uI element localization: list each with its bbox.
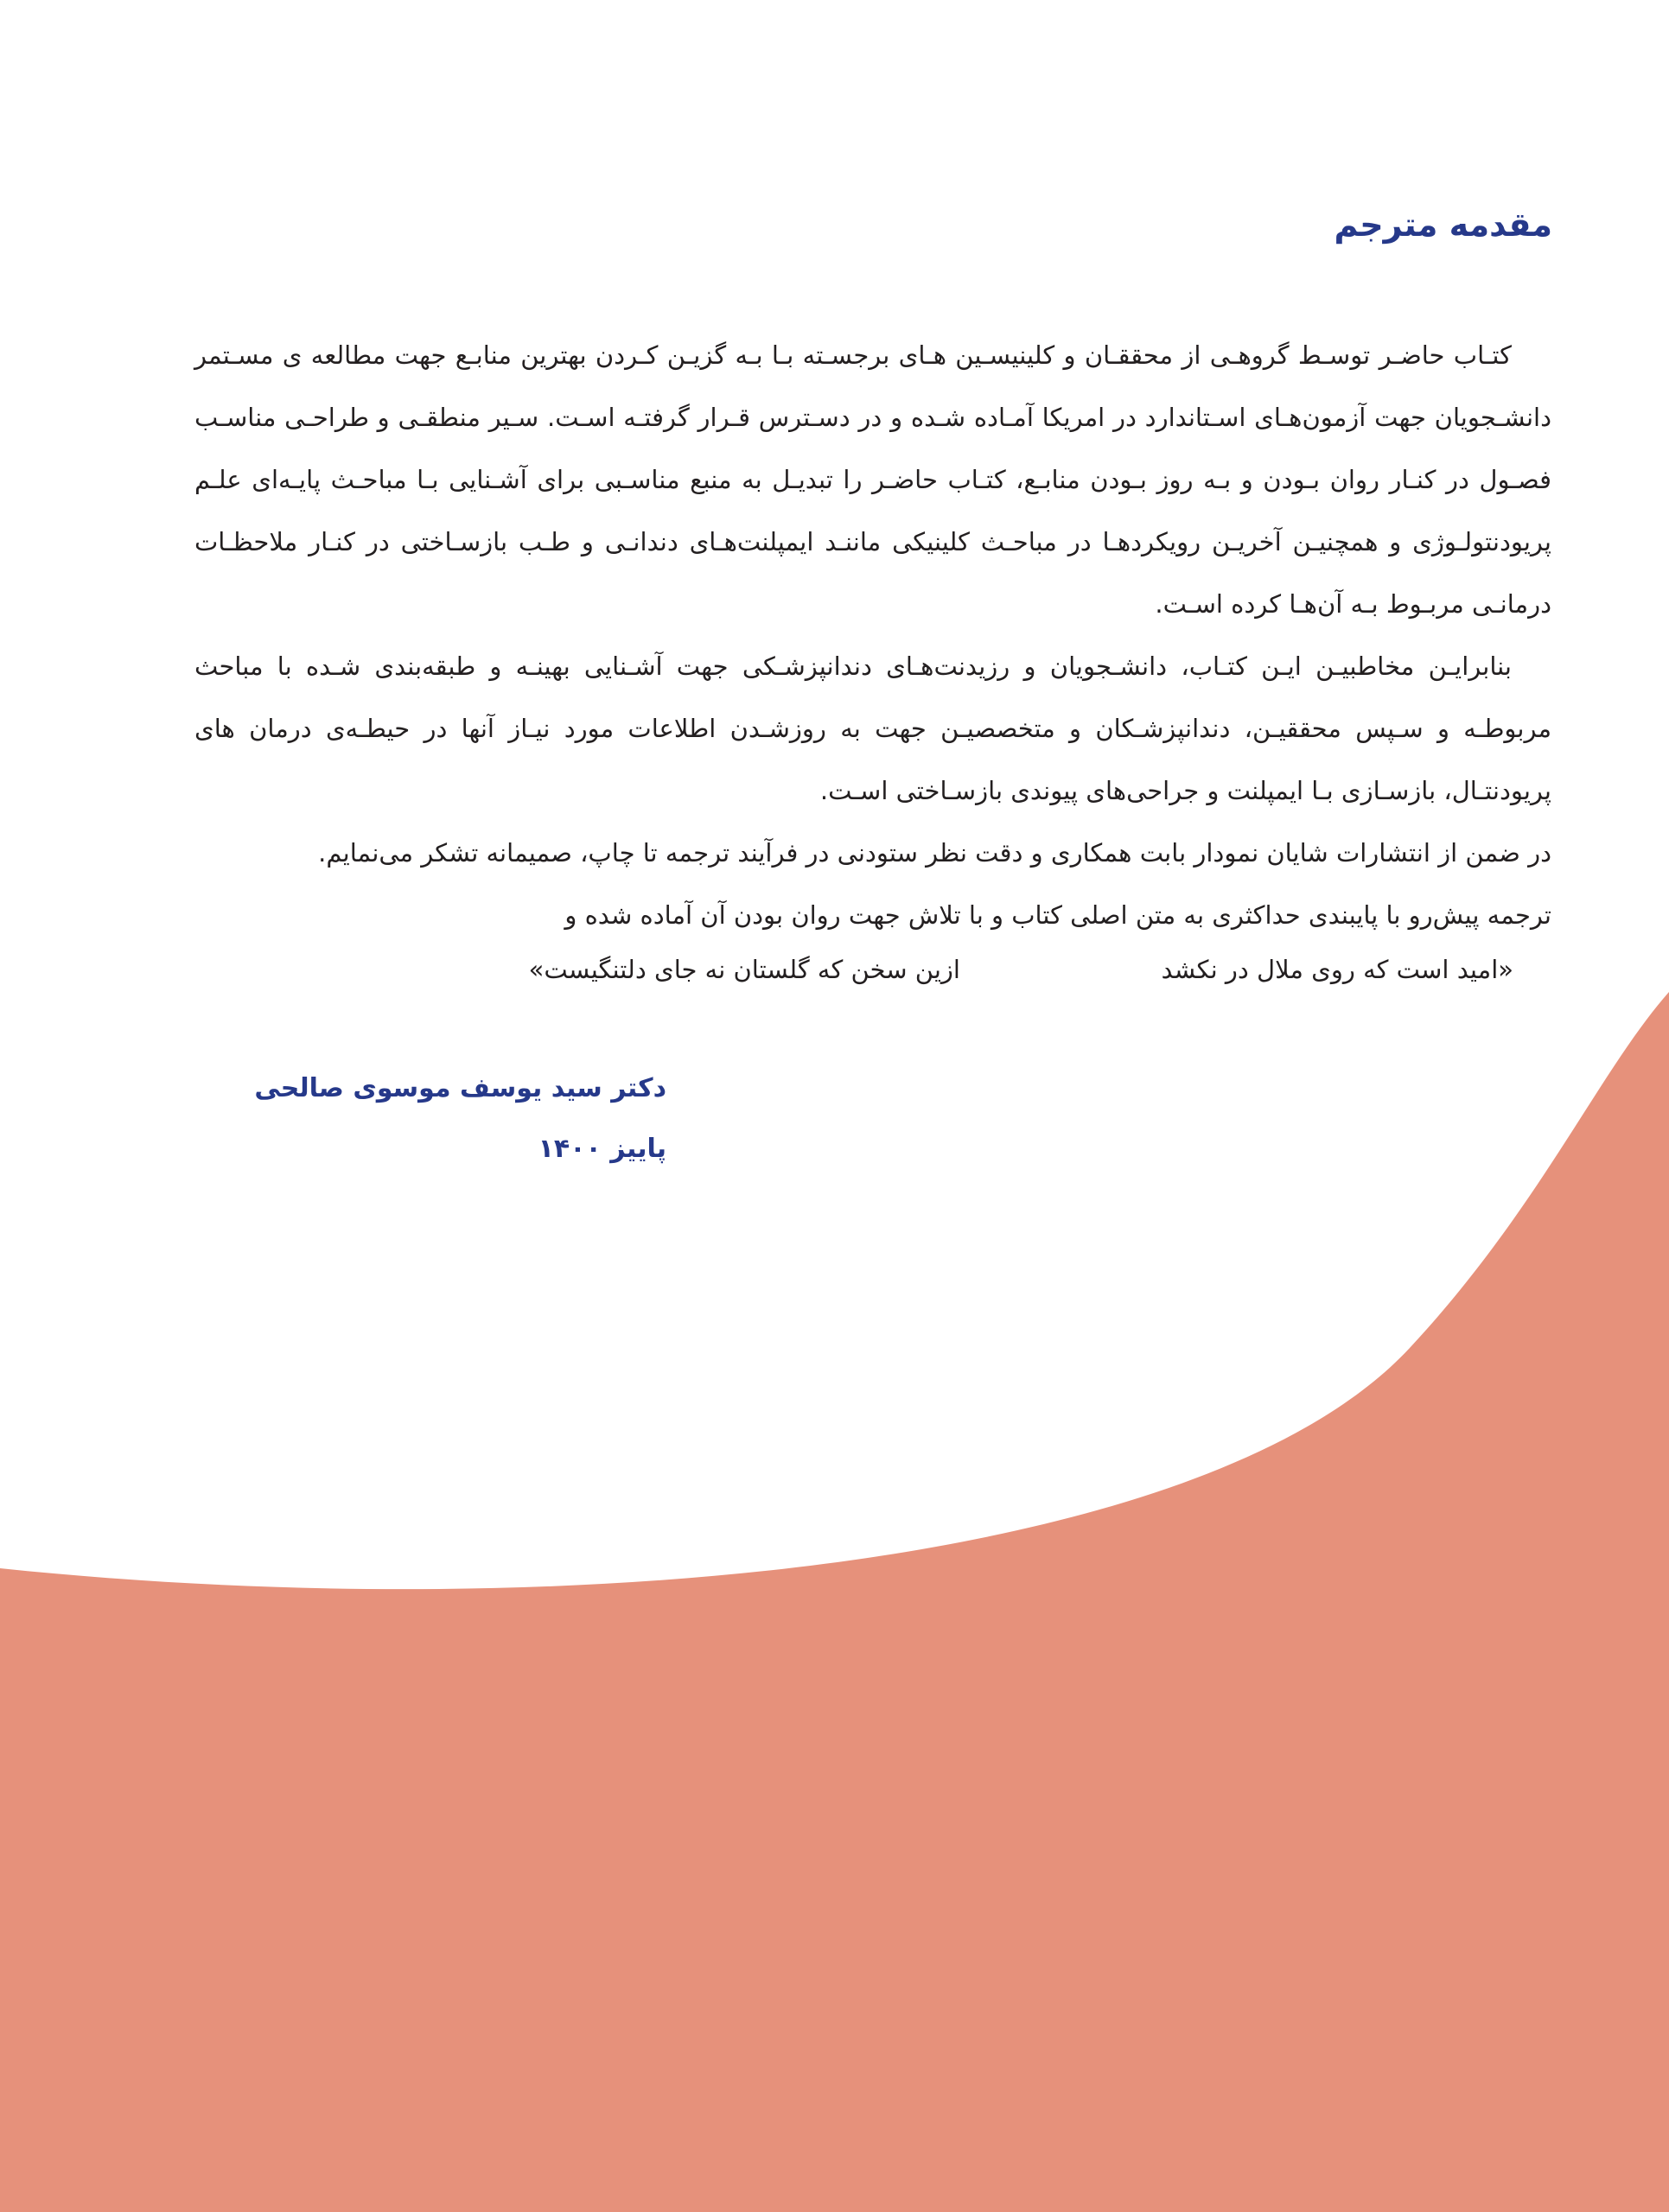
page-title: مقدمه مترجم bbox=[1334, 206, 1552, 244]
signature-date: پاییز ۱۴۰۰ bbox=[538, 1134, 666, 1164]
paragraph-intro: کتـاب حاضـر توسـط گروهـی از محققـان و کلینیسـین هـای برجسـته بـا بـه گزیـن کـردن بهترین منابـع جهت مطالعه ی مسـتمر دانشـجویان جهت آزمون‌هـای اسـتاندارد در امریکا آمـاده شـده و در دسـترس قـرار گرفتـه اسـت. سـیر منطقـی و طراحـی مناسـب فصـول در کنـار روان بـودن و بـه روز بـودن منابـع، کتـاب حاضـر را تبدیـل به منبع مناسـبی برای آشـنایی بـا مباحـث پایـه‌ای علـم پریودنتولـوژی و همچنیـن آخریـن رویکردهـا در مباحـث کلینیکی ماننـد ایمپلنت‌هـای دندانـی و طـب بازسـاختی در کنـار ملاحظـات درمانـی مربـوط بـه آن‌هـا کرده اسـت. bbox=[194, 340, 1551, 619]
verse-second-hemistich: ازین سخن که گلستان نه جای دلتنگیست» bbox=[528, 955, 960, 984]
paragraph-audience: بنابرایـن مخاطبیـن ایـن کتـاب، دانشـجویان و رزیدنت‌هـای دندانپزشـکی جهت آشـنایی بهینـه و طبقه‌بندی شـده با مباحث مربوطـه و سـپس محققیـن، دندانپزشـکان و متخصصیـن جهت به روزشـدن اطلاعات مورد نیـاز آنها در حیطـه‌ی درمان های پریودنتـال، بازسـازی بـا ایمپلنت و جراحی‌های پیوندی بازسـاختی اسـت. bbox=[194, 652, 1551, 805]
paragraph-thanks: در ضمن از انتشارات شایان نمودار بابت همکاری و دقت نظر ستودنی در فرآیند ترجمه تا چاپ، صمیمانه تشکر می‌نمایم. bbox=[318, 838, 1551, 868]
translator-name: دکتر سید یوسف موسوی صالحی bbox=[254, 1073, 666, 1103]
paragraph-translation-note: ترجمه پیش‌رو با پایبندی حداکثری به متن اصلی کتاب و با تلاش جهت روان بودن آن آماده شده و bbox=[564, 900, 1551, 930]
body-text bbox=[194, 324, 1551, 946]
verse-first-hemistich: «امید است که روی ملال در نکشد bbox=[1161, 955, 1513, 984]
